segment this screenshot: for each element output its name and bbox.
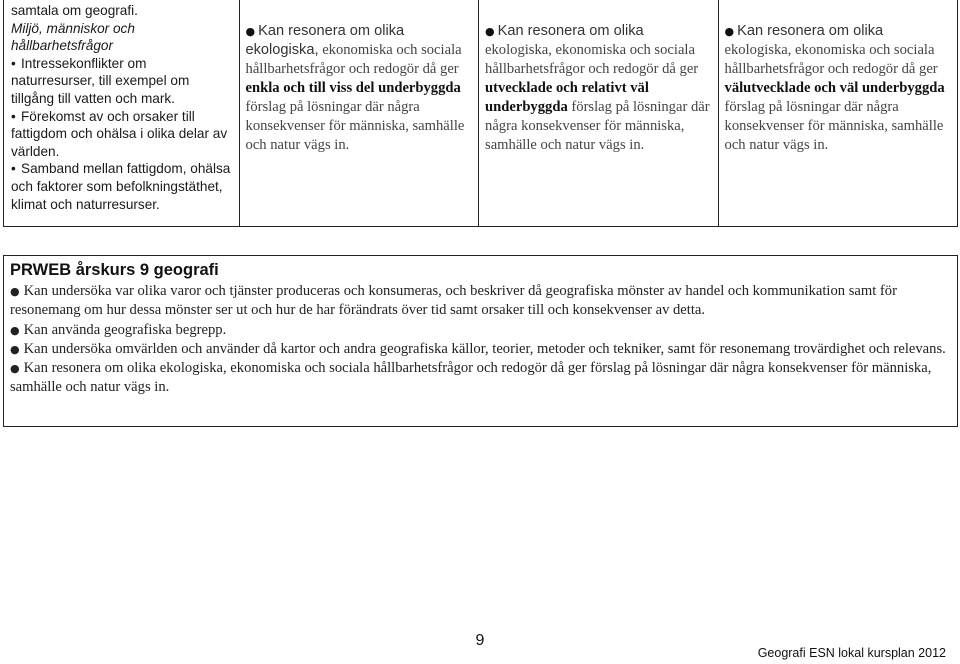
grading-table bbox=[3, 0, 958, 227]
grade-qualifier: enkla och till viss del underbyggda bbox=[245, 80, 461, 96]
content-bullet: • Intressekonflikter om naturresurser, till exempel om tillgång till vatten och mark. bbox=[11, 55, 232, 108]
grade-qualifier: utvecklade och relativt väl underbyggda bbox=[485, 80, 649, 115]
page-number: 9 bbox=[475, 632, 485, 649]
grade-a-column: ● Kan resonera om olika ekologiska, ekonomiska och sociala hållbarhetsfrågor och redogör då ger välutvecklade och väl underbyggda förslag på lösningar där några konsekvenser för människa, samhälle och natur vägs in. bbox=[724, 23, 945, 153]
content-column bbox=[4, 0, 240, 226]
prweb-title: PRWEB årskurs 9 geografi bbox=[10, 261, 219, 279]
section-heading: Miljö, människor och hållbarhetsfrågor bbox=[11, 20, 135, 54]
content-bullet: • Förekomst av och orsaker till fattigdom och ohälsa i olika delar av världen. bbox=[11, 108, 232, 161]
grade-e-column: ● Kan resonera om olika ekologiska, ekonomiska och sociala hållbarhetsfrågor och redogör då ger enkla och till viss del underbyggda förslag på lösningar där några konsekvenser för människa, samhälle och natur vägs in. bbox=[240, 0, 480, 226]
content-bullet: • Samband mellan fattigdom, ohälsa och faktorer som befolkningstäthet, klimat och naturresurser. bbox=[11, 160, 232, 213]
prweb-item: ● Kan använda geografiska begrepp. bbox=[10, 321, 227, 338]
grade-c-column: ● Kan resonera om olika ekologiska, ekonomiska och sociala hållbarhetsfrågor och redogör då ger utvecklade och relativt väl underbyggda förslag på lösningar där några konsekvenser för människa, samhälle och natur vägs in. bbox=[479, 0, 719, 226]
prweb-box bbox=[3, 255, 958, 427]
footer-text: Geografi ESN lokal kursplan 2012 bbox=[757, 646, 946, 660]
grade-qualifier: välutvecklade och väl underbyggda bbox=[724, 80, 945, 96]
prweb-item: ● Kan undersöka omvärlden och använder då kartor och andra geografiska källor, teorier, metoder och tekniker, samt för resonemang trovärdighet och relevans. bbox=[10, 340, 946, 357]
prweb-item: ● Kan resonera om olika ekologiska, ekonomiska och sociala hållbarhetsfrågor och redogör då ger förslag på lösningar där några konsekvenser för människa, samhälle och natur vägs in. bbox=[10, 360, 932, 396]
content-intro: samtala om geografi. bbox=[11, 3, 138, 18]
prweb-item: ● Kan undersöka var olika varor och tjänster produceras och konsumeras, och beskriver då geografiska mönster av handel och kommunikation samt för resonemang om hur dessa mönster ser ut och hur de har förändrats över tid samt orsaker till och konsekvenser av detta. bbox=[10, 283, 897, 319]
